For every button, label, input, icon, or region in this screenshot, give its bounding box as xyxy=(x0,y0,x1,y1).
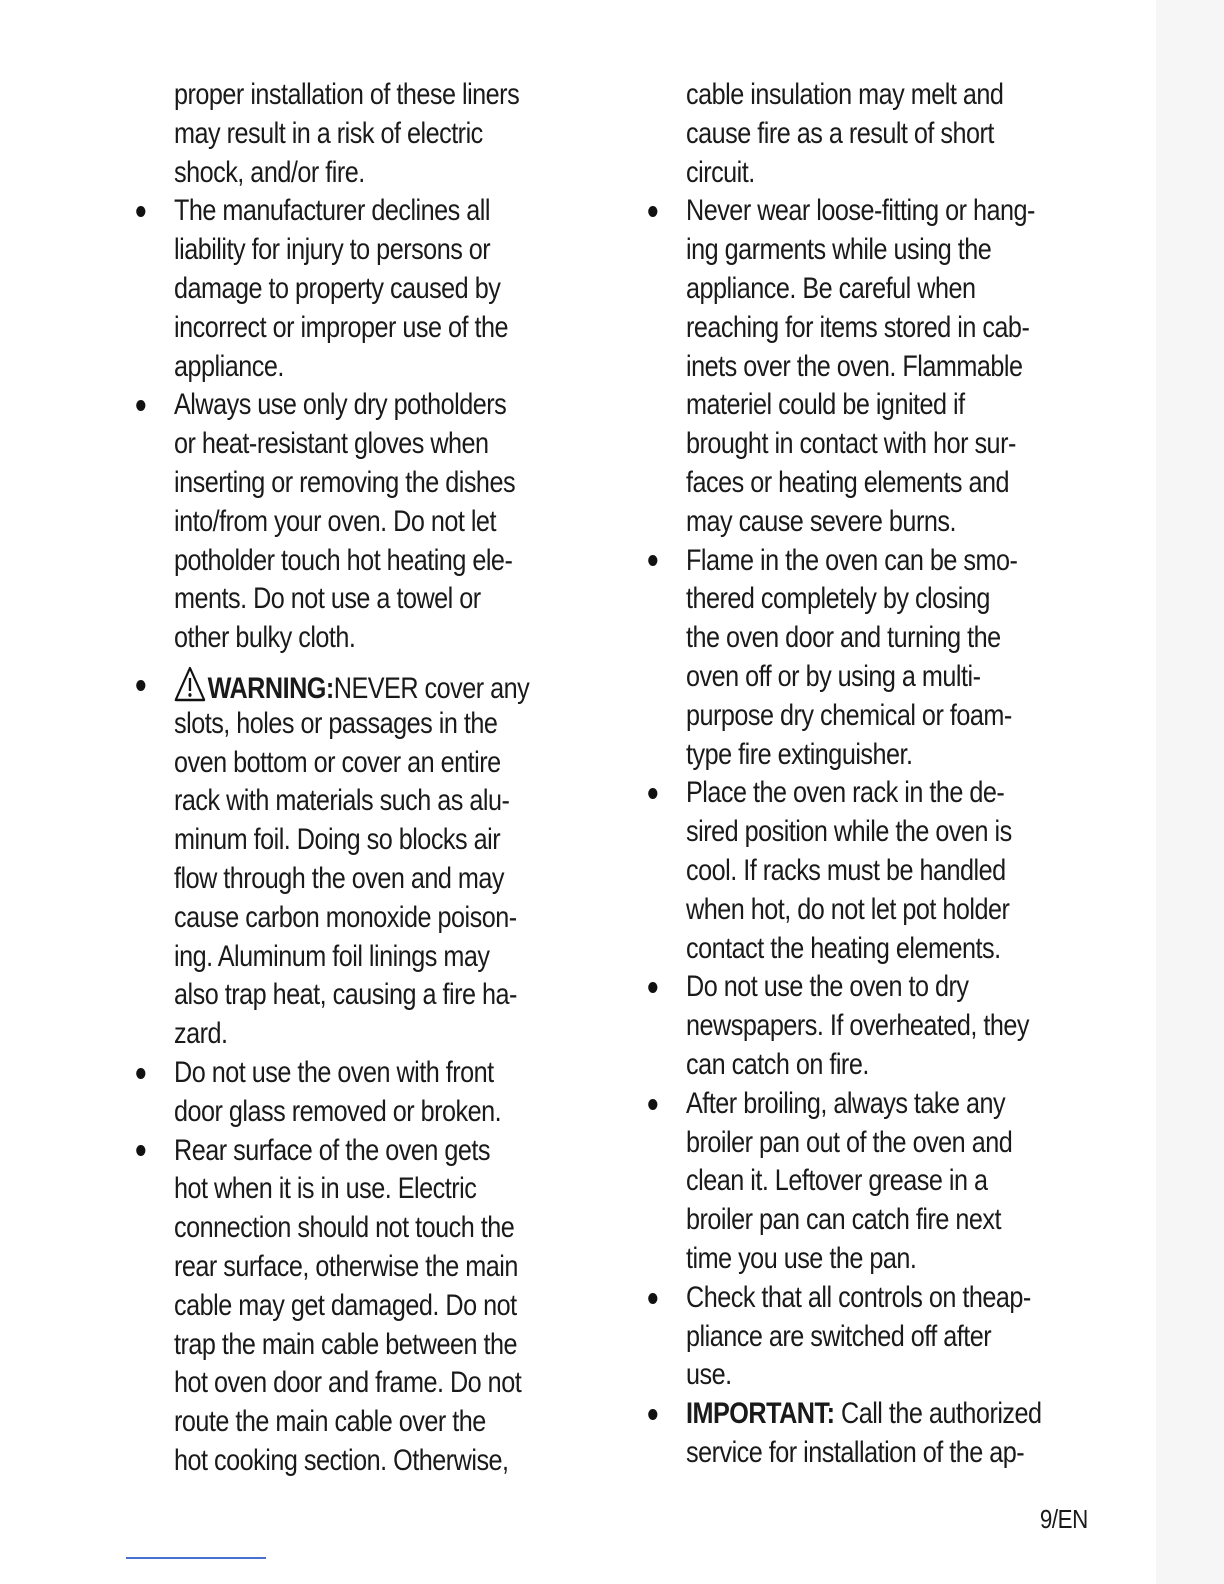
text-line: Rear surface of the oven gets xyxy=(174,1133,490,1167)
list-item xyxy=(686,1279,1030,1318)
text-line: pliance are switched off after xyxy=(686,1319,992,1353)
text-line: materiel could be ignited if xyxy=(686,388,965,422)
bullet-icon xyxy=(135,386,145,425)
text-line: may result in a risk of electric xyxy=(174,116,483,150)
text-line: Always use only dry potholders xyxy=(174,388,507,422)
text-line: broiler pan can catch fire next xyxy=(686,1203,1001,1237)
text-line: appliance. Be careful when xyxy=(686,271,976,305)
text-line: potholder touch hot heating ele- xyxy=(174,543,513,577)
text-line: purpose dry chemical or foam- xyxy=(686,698,1012,732)
text-line: The manufacturer declines all xyxy=(174,194,490,228)
text-line: inets over the oven. Flammable xyxy=(686,349,1023,383)
text-line: appliance. xyxy=(174,349,284,383)
text-line: broiler pan out of the oven and xyxy=(686,1125,1013,1159)
text-line: rear surface, otherwise the main xyxy=(174,1249,518,1283)
text-line: or heat-resistant gloves when xyxy=(174,427,489,461)
text-line: cause fire as a result of short xyxy=(686,116,994,150)
bullet-icon xyxy=(135,1132,145,1171)
text-line: contact the heating elements. xyxy=(686,931,1001,965)
bullet-icon xyxy=(647,1279,657,1318)
list-item xyxy=(686,1085,1030,1124)
text-line: reaching for items stored in cab- xyxy=(686,310,1030,344)
text-line: circuit. xyxy=(686,155,755,189)
text-line: NEVER cover any xyxy=(333,671,530,705)
warning-triangle-icon xyxy=(174,666,206,702)
text-line: Do not use the oven to dry xyxy=(686,970,969,1004)
text-line: hot cooking section. Otherwise, xyxy=(174,1443,509,1477)
bullet-icon xyxy=(647,192,657,231)
text-line: the oven door and turning the xyxy=(686,621,1001,655)
left-column xyxy=(174,76,584,1481)
list-item xyxy=(686,542,1030,581)
text-line: ing. Aluminum foil linings may xyxy=(174,939,490,973)
text-line: can catch on fire. xyxy=(686,1047,869,1081)
bullet-icon xyxy=(647,1085,657,1124)
text-line: route the main cable over the xyxy=(174,1405,486,1439)
page-number: 9/EN xyxy=(1040,1504,1088,1534)
text-line: door glass removed or broken. xyxy=(174,1094,502,1128)
text-line: faces or heating elements and xyxy=(686,465,1010,499)
text-line: type fire extinguisher. xyxy=(686,737,913,771)
text-line: other bulky cloth. xyxy=(174,621,356,655)
text-line: Never wear loose-fitting or hang- xyxy=(686,194,1035,228)
bullet-icon xyxy=(135,192,145,231)
bullet-icon xyxy=(647,774,657,813)
text-line: After broiling, always take any xyxy=(686,1086,1006,1120)
text-line: proper installation of these liners xyxy=(174,78,520,111)
text-line: use. xyxy=(686,1358,732,1392)
warning-label: WARNING: xyxy=(207,671,334,705)
list-item xyxy=(174,192,518,231)
text-line: Call the authorized xyxy=(840,1397,1042,1431)
text-line: also trap heat, causing a fire ha- xyxy=(174,978,517,1012)
list-item xyxy=(686,774,1030,813)
text-line: service for installation of the ap- xyxy=(686,1435,1025,1469)
text-line: cool. If racks must be handled xyxy=(686,853,1006,887)
bullet-icon xyxy=(647,968,657,1007)
list-item xyxy=(686,192,1035,231)
important-label: IMPORTANT: xyxy=(686,1397,835,1431)
list-item xyxy=(174,1132,518,1171)
text-line: cable may get damaged. Do not xyxy=(174,1288,517,1322)
text-line: into/from your oven. Do not let xyxy=(174,504,496,538)
list-item xyxy=(174,386,518,425)
text-line: trap the main cable between the xyxy=(174,1327,518,1361)
text-line: flow through the oven and may xyxy=(174,861,505,895)
text-line: may cause severe burns. xyxy=(686,504,956,538)
bullet-icon xyxy=(135,666,145,705)
text-line: time you use the pan. xyxy=(686,1241,917,1275)
page-edge-shade xyxy=(1156,0,1224,1584)
text-line: incorrect or improper use of the xyxy=(174,310,509,344)
text-line: minum foil. Doing so blocks air xyxy=(174,823,501,857)
text-line: cable insulation may melt and xyxy=(686,78,1004,111)
text-line: Check that all controls on theap- xyxy=(686,1280,1031,1314)
text-line: thered completely by closing xyxy=(686,582,990,616)
text-line: inserting or removing the dishes xyxy=(174,465,516,499)
bullet-icon xyxy=(647,542,657,581)
text-line: brought in contact with hor sur- xyxy=(686,427,1016,461)
text-line: zard. xyxy=(174,1017,228,1051)
text-line: hot oven door and frame. Do not xyxy=(174,1366,522,1400)
text-line: when hot, do not let pot holder xyxy=(686,892,1010,926)
list-item xyxy=(174,1054,518,1093)
text-line: damage to property caused by xyxy=(174,271,501,305)
text-line: Flame in the oven can be smo- xyxy=(686,543,1018,577)
list-item xyxy=(686,1395,1042,1434)
text-line: hot when it is in use. Electric xyxy=(174,1172,477,1206)
text-line: sired position while the oven is xyxy=(686,815,1012,849)
text-line: rack with materials such as alu- xyxy=(174,784,510,818)
list-item xyxy=(174,666,530,705)
bullet-icon xyxy=(135,1054,145,1093)
text-line: slots, holes or passages in the xyxy=(174,706,498,740)
text-line: oven off or by using a multi- xyxy=(686,659,981,693)
text-line: oven bottom or cover an entire xyxy=(174,745,501,779)
list-item xyxy=(686,968,1030,1007)
text-line: Do not use the oven with front xyxy=(174,1055,494,1089)
text-line: ments. Do not use a towel or xyxy=(174,582,481,616)
text-line: clean it. Leftover grease in a xyxy=(686,1164,988,1198)
right-column xyxy=(686,76,1096,1473)
text-line: ing garments while using the xyxy=(686,233,992,267)
text-line: Place the oven rack in the de- xyxy=(686,776,1005,810)
text-line: shock, and/or fire. xyxy=(174,155,365,189)
footer-rule xyxy=(126,1557,266,1559)
text-line: cause carbon monoxide poison- xyxy=(174,900,517,934)
bullet-icon xyxy=(647,1395,657,1434)
text-line: liability for injury to persons or xyxy=(174,233,491,267)
text-line: newspapers. If overheated, they xyxy=(686,1009,1030,1043)
text-line: connection should not touch the xyxy=(174,1211,515,1245)
